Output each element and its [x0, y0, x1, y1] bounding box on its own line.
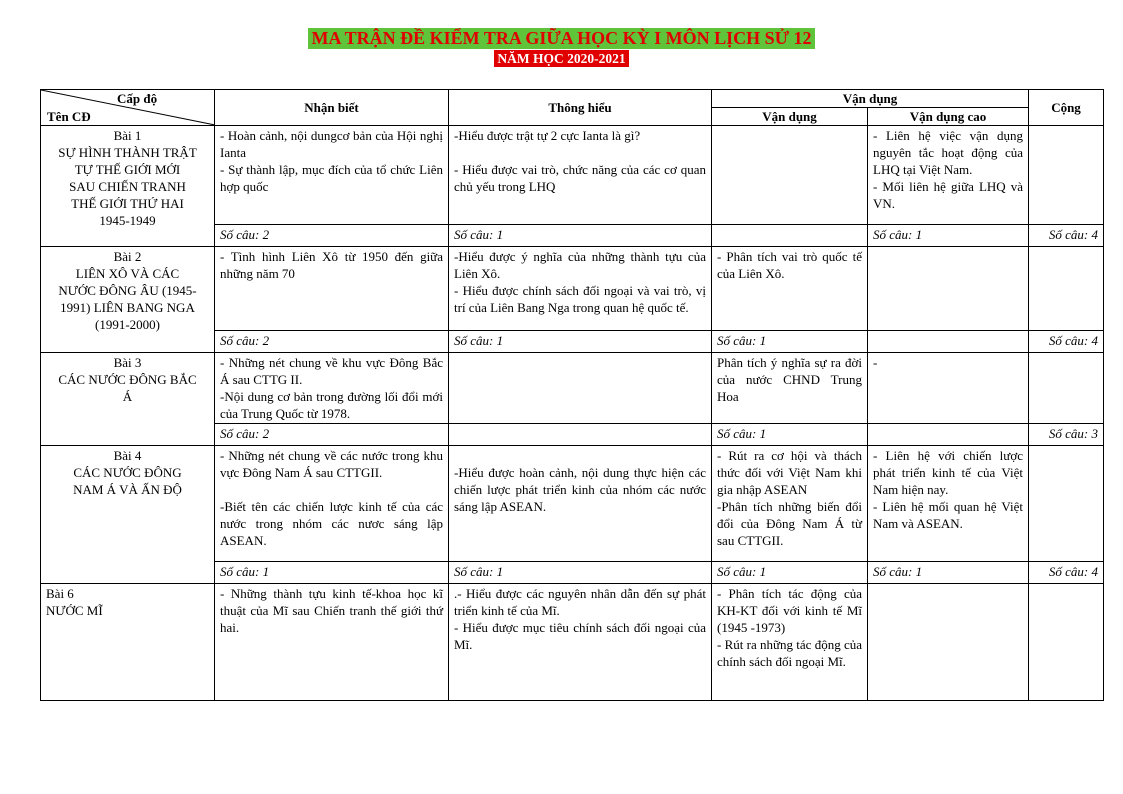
cell-line: - Hiểu được vai trò, chức năng của các cơ quan chủ yếu trong LHQ: [454, 162, 706, 194]
topic-cell: [41, 446, 215, 584]
cell-nhan-biet: [215, 584, 449, 701]
cell-line: TỰ THẾ GIỚI MỚI: [74, 162, 181, 177]
cell-nhan-biet: [215, 247, 449, 331]
topic-cell: [41, 584, 215, 701]
question-count-cong: Số câu: 4: [1029, 331, 1104, 353]
question-count-van-dung: [712, 225, 868, 247]
question-count-thong-hieu: Số câu: 1: [449, 562, 712, 584]
question-count-nhan-biet: Số câu: 2: [215, 225, 449, 247]
question-count-thong-hieu: [449, 424, 712, 446]
cell-van-dung-cao: [868, 247, 1029, 331]
question-count-thong-hieu: Số câu: 1: [449, 225, 712, 247]
cell-line: .- Hiểu được các nguyên nhân dẫn đến sự phát triển kinh tế của Mĩ.: [454, 586, 706, 618]
cell-van-dung: [712, 353, 868, 424]
cell-thong-hieu: [449, 353, 712, 424]
cell-van-dung-cao: [868, 353, 1029, 424]
cell-line: - Phân tích tác động của KH-KT đối với kinh tế Mĩ (1945 -1973): [717, 586, 862, 635]
document-subtitle: NĂM HỌC 2020-2021: [494, 50, 628, 67]
topic-row: [41, 353, 1104, 424]
header-thong-hieu: Thông hiểu: [449, 90, 712, 126]
cell-line: - Rút ra những tác động của chính sách đối ngoại Mĩ.: [717, 637, 862, 669]
cell-line: -Hiểu được hoàn cảnh, nội dung thực hiện các chiến lược phát triển kinh của nhóm các nước sáng lập ASEAN.: [454, 465, 706, 514]
cell-cong: [1029, 584, 1104, 701]
cell-line: 1991) LIÊN BANG NGA: [60, 300, 195, 315]
cell-cong: [1029, 247, 1104, 331]
cell-cong: [1029, 353, 1104, 424]
cell-line: -Hiểu được ý nghĩa của những thành tựu của Liên Xô.: [454, 249, 706, 281]
question-count-nhan-biet: Số câu: 2: [215, 424, 449, 446]
question-count-van-dung-cao: [868, 424, 1029, 446]
cell-line: Bài 6: [46, 586, 74, 601]
cell-nhan-biet: [215, 126, 449, 225]
cell-thong-hieu: [449, 446, 712, 562]
cell-line: - Liên hệ với chiến lược phát triển kinh tế của Việt Nam hiện nay.: [873, 448, 1023, 497]
topic-row: [41, 446, 1104, 562]
cell-line: (1991-2000): [95, 317, 160, 332]
matrix-body: [41, 126, 1104, 701]
cell-line: - Mối liên hệ giữa LHQ và VN.: [873, 179, 1023, 211]
question-count-van-dung-cao: [868, 331, 1029, 353]
header-cong: Cộng: [1029, 90, 1104, 126]
cell-line: - Những nét chung về các nước trong khu vực Đông Nam Á sau CTTGII.: [220, 448, 443, 480]
corner-label-topic: Tên CĐ: [47, 109, 91, 124]
cell-line: - Phân tích vai trò quốc tế của Liên Xô.: [717, 249, 862, 281]
topic-cell: [41, 126, 215, 247]
corner-header: [41, 90, 215, 126]
cell-van-dung-cao: [868, 584, 1029, 701]
cell-line: - Hoàn cảnh, nội dungcơ bản của Hội nghị Ianta: [220, 128, 443, 160]
cell-van-dung: [712, 126, 868, 225]
cell-line: THẾ GIỚI THỨ HAI: [71, 196, 184, 211]
cell-line: Bài 2: [113, 249, 142, 264]
cell-line: LIÊN XÔ VÀ CÁC: [75, 266, 180, 281]
cell-line: [454, 144, 706, 161]
cell-line: -Phân tích những biến đổi đổi của Đông Nam Á từ sau CTTGII.: [717, 499, 862, 548]
cell-line: - Tình hình Liên Xô từ 1950 đến giữa những năm 70: [220, 249, 443, 281]
question-count-van-dung: Số câu: 1: [712, 562, 868, 584]
cell-line: -Hiểu được trật tự 2 cực Ianta là gì?: [454, 128, 641, 143]
question-count-cong: Số câu: 4: [1029, 562, 1104, 584]
cell-line: CÁC NƯỚC ĐÔNG BẮC: [58, 372, 197, 387]
cell-thong-hieu: [449, 584, 712, 701]
cell-line: [220, 481, 443, 498]
cell-line: - Liên hệ việc vận dụng nguyên tắc hoạt động của LHQ tại Việt Nam.: [873, 128, 1023, 177]
cell-line: Bài 3: [113, 355, 142, 370]
question-count-nhan-biet: Số câu: 2: [215, 331, 449, 353]
cell-line: SAU CHIẾN TRANH: [69, 179, 186, 194]
cell-line: - Sự thành lập, mục đích của tổ chức Liên hợp quốc: [220, 162, 443, 194]
topic-row: [41, 584, 1104, 701]
question-count-van-dung-cao: Số câu: 1: [868, 225, 1029, 247]
topic-cell: [41, 353, 215, 446]
cell-line: Bài 1: [113, 128, 142, 143]
cell-van-dung-cao: [868, 446, 1029, 562]
cell-thong-hieu: [449, 126, 712, 225]
question-count-van-dung: Số câu: 1: [712, 331, 868, 353]
cell-van-dung: [712, 584, 868, 701]
header-van-dung: Vận dụng: [712, 108, 868, 126]
question-count-cong: Số câu: 3: [1029, 424, 1104, 446]
cell-line: NAM Á VÀ ẤN ĐỘ: [73, 482, 182, 497]
cell-line: -Nội dung cơ bản trong đường lối đổi mới của Trung Quốc từ 1978.: [220, 389, 443, 421]
header-nhan-biet: Nhận biết: [215, 90, 449, 126]
cell-line: SỰ HÌNH THÀNH TRẬT: [58, 145, 197, 160]
question-count-van-dung-cao: Số câu: 1: [868, 562, 1029, 584]
cell-line: Á: [122, 389, 133, 404]
cell-line: CÁC NƯỚC ĐÔNG: [73, 465, 182, 480]
question-count-thong-hieu: Số câu: 1: [449, 331, 712, 353]
cell-line: - Những thành tựu kinh tế-khoa học kĩ thuật của Mĩ sau Chiến tranh thế giới thứ hai.: [220, 586, 443, 635]
cell-van-dung: [712, 247, 868, 331]
cell-line: Bài 4: [113, 448, 142, 463]
cell-line: Phân tích ý nghĩa sự ra đời của nước CHND Trung Hoa: [717, 355, 862, 404]
cell-line: - Liên hệ mối quan hệ Việt Nam và ASEAN.: [873, 499, 1023, 531]
exam-matrix-table: [40, 89, 1104, 701]
cell-thong-hieu: [449, 247, 712, 331]
cell-line: 1945-1949: [99, 213, 156, 228]
question-count-van-dung: Số câu: 1: [712, 424, 868, 446]
cell-nhan-biet: [215, 353, 449, 424]
question-count-nhan-biet: Số câu: 1: [215, 562, 449, 584]
cell-line: NƯỚC MĨ: [46, 603, 103, 618]
cell-line: - Hiểu được mục tiêu chính sách đối ngoại của Mĩ.: [454, 620, 706, 652]
corner-label-level: Cấp độ: [117, 91, 158, 106]
topic-row: [41, 126, 1104, 225]
cell-line: NƯỚC ĐÔNG ÂU (1945-: [58, 283, 197, 298]
topic-row: [41, 247, 1104, 331]
cell-line: - Những nét chung về khu vực Đông Bắc Á sau CTTG II.: [220, 355, 443, 387]
cell-cong: [1029, 126, 1104, 225]
topic-cell: [41, 247, 215, 353]
cell-van-dung-cao: [868, 126, 1029, 225]
cell-nhan-biet: [215, 446, 449, 562]
header-van-dung-group: Vận dụng: [712, 90, 1029, 108]
document-title: MA TRẬN ĐỀ KIỂM TRA GIỮA HỌC KỲ I MÔN LỊCH SỬ 12: [308, 28, 814, 49]
cell-line: -Biết tên các chiến lược kinh tế của các nước trong nhóm các nươc sáng lập ASEAN.: [220, 499, 443, 548]
cell-cong: [1029, 446, 1104, 562]
cell-line: - Hiểu được chính sách đối ngoại và vai trò, vị trí của Liên Bang Nga trong quan hệ quốc tế.: [454, 283, 706, 315]
cell-line: [454, 447, 706, 464]
question-count-cong: Số câu: 4: [1029, 225, 1104, 247]
cell-van-dung: [712, 446, 868, 562]
cell-line: -: [873, 355, 878, 370]
cell-line: - Rút ra cơ hội và thách thức đối với Việt Nam khi gia nhập ASEAN: [717, 448, 862, 497]
header-van-dung-cao: Vận dụng cao: [868, 108, 1029, 126]
